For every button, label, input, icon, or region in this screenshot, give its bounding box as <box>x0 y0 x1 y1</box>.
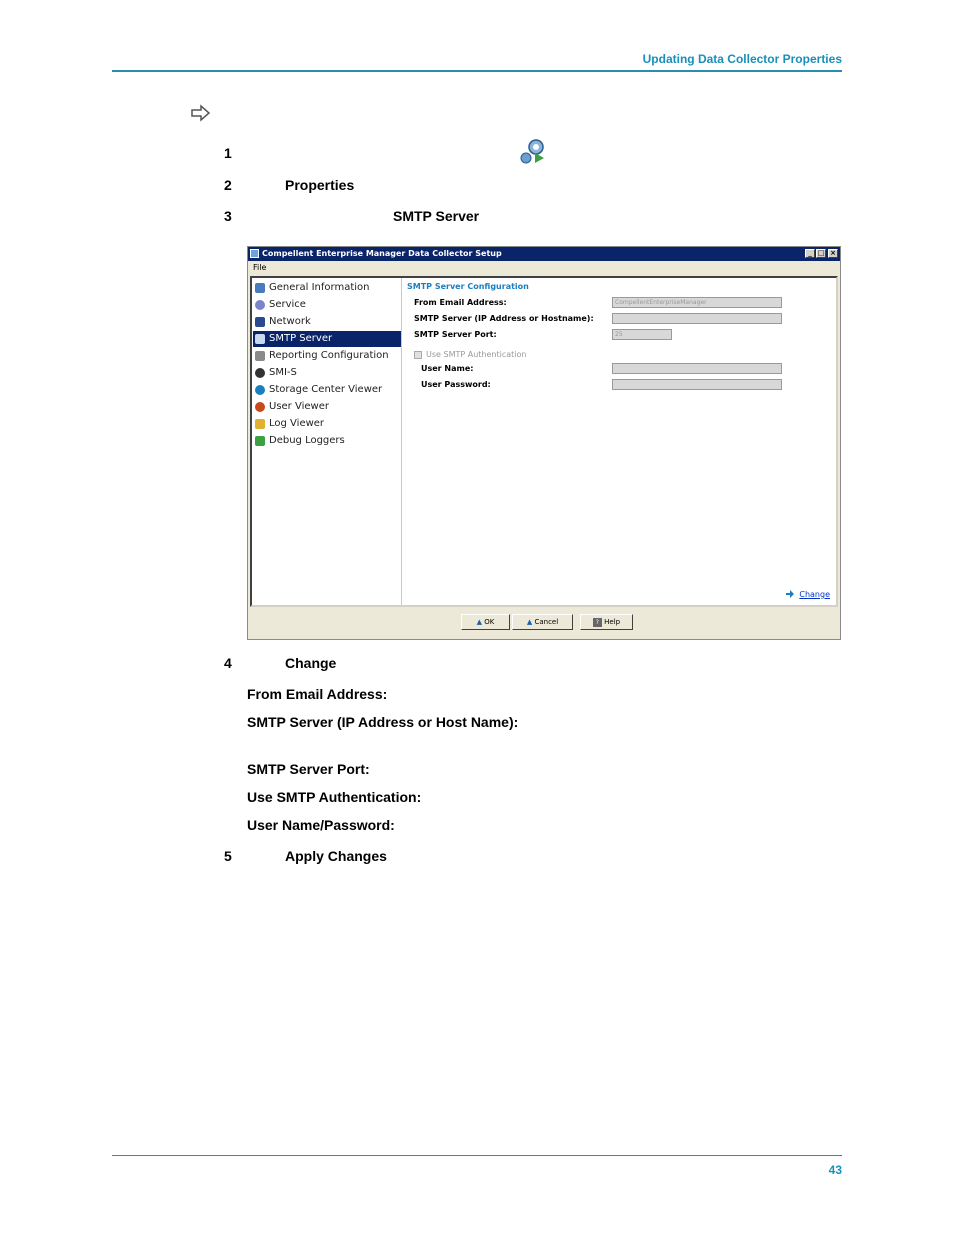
gear-icon <box>255 300 265 310</box>
flag-icon <box>255 317 265 327</box>
setup-window <box>247 246 841 640</box>
menu-file[interactable]: File <box>253 263 267 272</box>
window-titlebar <box>248 247 840 261</box>
step-4-text: Change <box>285 655 337 671</box>
window-title: Compellent Enterprise Manager Data Collector Setup <box>262 249 502 258</box>
smtp-server-field[interactable] <box>612 313 782 324</box>
nav-item-storage-center-viewer[interactable]: Storage Center Viewer <box>253 382 401 398</box>
close-icon[interactable]: × <box>828 249 838 258</box>
ok-button[interactable]: ▲ OK <box>461 614 510 630</box>
data-collector-icon <box>519 137 547 165</box>
footer-rule <box>112 1155 842 1156</box>
use-smtp-auth-checkbox[interactable] <box>414 351 422 359</box>
user-password-field[interactable] <box>612 379 782 390</box>
nav-item-debug-loggers[interactable]: Debug Loggers <box>253 433 401 449</box>
arrow-right-icon <box>786 590 794 598</box>
smtp-port-label: SMTP Server Port: <box>414 330 497 339</box>
user-name-label: User Name: <box>421 364 474 373</box>
menubar <box>248 261 840 274</box>
header-rule <box>112 70 842 72</box>
running-header: Updating Data Collector Properties <box>642 52 842 66</box>
cancel-button[interactable]: ▲ Cancel <box>512 614 573 630</box>
mail-icon <box>255 334 265 344</box>
from-email-label: From Email Address: <box>414 298 507 307</box>
nav-item-log-viewer[interactable]: Log Viewer <box>253 416 401 432</box>
step-5-text: Apply Changes <box>285 848 387 864</box>
page-number: 43 <box>828 1163 842 1177</box>
up-arrow-icon: ▲ <box>476 618 483 626</box>
arrow-right-icon <box>190 103 212 123</box>
nav-item-smi-s[interactable]: SMI-S <box>253 365 401 381</box>
from-email-field[interactable]: CompellentEnterpriseManager <box>612 297 782 308</box>
key-icon <box>255 283 265 293</box>
debug-icon <box>255 436 265 446</box>
step-3-number: 3 <box>224 208 232 224</box>
step-1-number: 1 <box>224 145 232 161</box>
up-arrow-icon: ▲ <box>526 618 533 626</box>
maximize-icon[interactable]: □ <box>817 249 825 257</box>
def-smtp-port: SMTP Server Port: <box>247 761 370 777</box>
smtp-server-label: SMTP Server (IP Address or Hostname): <box>414 314 594 323</box>
step-2-text: Properties <box>285 177 355 193</box>
nav-item-reporting-configuration[interactable]: Reporting Configuration <box>253 348 401 364</box>
config-title: SMTP Server Configuration <box>407 282 529 291</box>
step-5-number: 5 <box>224 848 232 864</box>
smtp-port-field[interactable]: 25 <box>612 329 672 340</box>
minimize-icon[interactable]: _ <box>805 249 815 258</box>
step-2-number: 2 <box>224 177 232 193</box>
user-name-field[interactable] <box>612 363 782 374</box>
nav-item-smtp-server[interactable]: SMTP Server <box>253 331 401 347</box>
step-3-text: SMTP Server <box>393 208 480 224</box>
disc-icon <box>255 368 265 378</box>
log-icon <box>255 419 265 429</box>
use-smtp-auth-label: Use SMTP Authentication <box>426 350 527 359</box>
help-icon: ? <box>593 618 602 627</box>
def-user-name-password: User Name/Password: <box>247 817 395 833</box>
change-link[interactable]: Change <box>799 590 830 599</box>
help-button[interactable]: ? Help <box>580 614 633 630</box>
user-icon <box>255 402 265 412</box>
storage-center-icon <box>255 385 265 395</box>
app-icon <box>250 249 259 258</box>
settings-nav <box>252 278 402 605</box>
user-password-label: User Password: <box>421 380 491 389</box>
step-4-number: 4 <box>224 655 232 671</box>
settings-panel <box>250 276 838 607</box>
def-from-email: From Email Address: <box>247 686 388 702</box>
nav-item-user-viewer[interactable]: User Viewer <box>253 399 401 415</box>
nav-item-network[interactable]: Network <box>253 314 401 330</box>
def-smtp-server: SMTP Server (IP Address or Host Name): <box>247 714 519 730</box>
def-use-smtp-auth: Use SMTP Authentication: <box>247 789 422 805</box>
nav-item-service[interactable]: Service <box>253 297 401 313</box>
report-icon <box>255 351 265 361</box>
nav-item-general-information[interactable]: General Information <box>253 280 401 296</box>
